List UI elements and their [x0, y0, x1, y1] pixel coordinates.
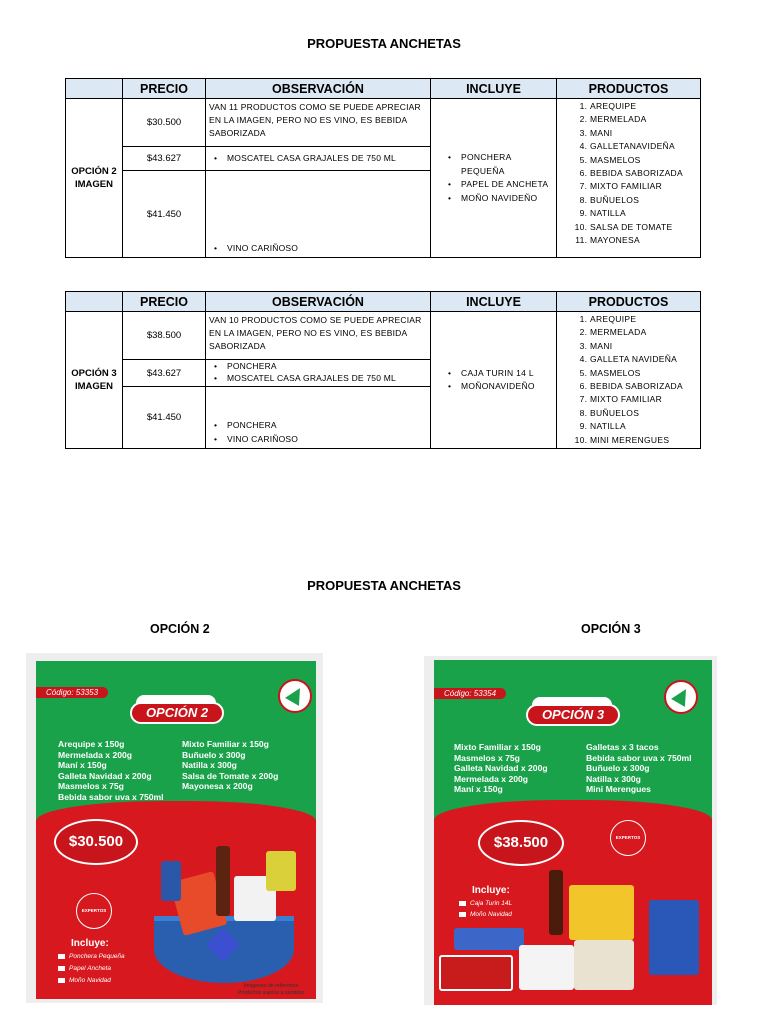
observation-cell: VAN 10 PRODUCTOS COMO SE PUEDE APRECIAR EN LA IMAGEN, PERO NO ES VINO, ES BEBIDA SABORIZADA: [206, 312, 431, 360]
producto-item: 9. NATILLA: [590, 420, 700, 433]
productos-list: [557, 100, 700, 247]
header-observacion: OBSERVACIÓN: [206, 79, 431, 99]
producto-item: 3. MANI: [590, 340, 700, 353]
incluye-title: Incluye:: [472, 885, 510, 896]
option-label: OPCIÓN 2 IMAGEN: [66, 99, 123, 258]
producto-item: 11. MAYONESA: [590, 234, 700, 247]
producto-item: 2. MERMELADA: [590, 113, 700, 126]
price-cell: $43.627: [123, 147, 206, 171]
incluye-cell: [431, 99, 557, 258]
product-code: Código: 53354: [434, 688, 506, 699]
observation-cell: VAN 11 PRODUCTOS COMO SE PUEDE APRECIAR EN LA IMAGEN, PERO NO ES VINO, ES BEBIDA SABORIZADA: [206, 99, 431, 147]
incluye-cell: [431, 312, 557, 449]
brand-logo: [278, 679, 312, 713]
mixto-package-illustration: [569, 885, 634, 940]
corner-cell: [66, 79, 123, 99]
price-badge: $38.500: [478, 820, 564, 866]
producto-item: 6. BEBIDA SABORIZADA: [590, 167, 700, 180]
producto-item: 8. BUÑUELOS: [590, 407, 700, 420]
price-badge: $30.500: [54, 819, 138, 865]
document-title: PROPUESTA ANCHETAS: [307, 36, 461, 51]
producto-item: 5. MASMELOS: [590, 154, 700, 167]
option-label: OPCIÓN 3 IMAGEN: [66, 312, 123, 449]
producto-item: 3. MANI: [590, 127, 700, 140]
header-incluye: INCLUYE: [431, 292, 557, 312]
option-2-heading: OPCIÓN 2: [150, 622, 210, 636]
producto-item: 10. SALSA DE TOMATE: [590, 221, 700, 234]
producto-item: 4. GALLETANAVIDEÑA: [590, 140, 700, 153]
option-pill: OPCIÓN 3: [526, 704, 620, 726]
producto-item: 7. MIXTO FAMILIAR: [590, 393, 700, 406]
header-productos: PRODUCTOS: [557, 79, 701, 99]
observation-cell: • PONCHERA • VINO CARIÑOSO: [206, 387, 431, 449]
producto-item: 10. MINI MERENGUES: [590, 434, 700, 447]
producto-item: 1. AREQUIPE: [590, 313, 700, 326]
producto-item: 2. MERMELADA: [590, 326, 700, 339]
option-3-table: [65, 291, 701, 449]
incluye-list: Ponchera Pequeña Papel Ancheta Moño Navidad: [58, 951, 125, 987]
producto-item: 4. GALLETA NAVIDEÑA: [590, 353, 700, 366]
observation-cell: • PONCHERA • MOSCATEL CASA GRAJALES DE 750 ML: [206, 360, 431, 387]
price-cell: $30.500: [123, 99, 206, 147]
option-2-flyer-image: [26, 653, 323, 1003]
product-code: Código: 53353: [36, 687, 108, 698]
incluye-list: Caja Turin 14L Moño Navidad: [459, 898, 512, 920]
header-precio: PRECIO: [123, 79, 206, 99]
option-2-table: [65, 78, 701, 258]
producto-item: 9. NATILLA: [590, 207, 700, 220]
corner-cell: [66, 292, 123, 312]
producto-item: 5. MASMELOS: [590, 367, 700, 380]
price-cell: $41.450: [123, 171, 206, 258]
incluye-item: • MOÑO NAVIDEÑO: [443, 192, 556, 206]
price-cell: $41.450: [123, 387, 206, 449]
observation-cell: • VINO CARIÑOSO: [206, 171, 431, 258]
reference-note: Imagenes de referencia Productos sujetos a cambios: [237, 983, 305, 996]
incluye-item: • PONCHERA PEQUEÑA: [443, 151, 556, 178]
experts-seal: EXPERTOS: [76, 893, 112, 929]
incluye-item: • MOÑONAVIDEÑO: [443, 380, 556, 394]
header-precio: PRECIO: [123, 292, 206, 312]
header-productos: PRODUCTOS: [557, 292, 701, 312]
producto-item: 7. MIXTO FAMILIAR: [590, 180, 700, 193]
option-3-heading: OPCIÓN 3: [581, 622, 641, 636]
brand-logo: [664, 680, 698, 714]
productos-list: [557, 313, 700, 447]
items-left: Arequipe x 150g Mermelada x 200g Maní x 150g Galleta Navidad x 200g Masmelos x 75g Bebida sabor uva x 750ml: [58, 739, 164, 802]
items-right: Galletas x 3 tacos Bebida sabor uva x 750ml Buñuelo x 300g Natilla x 300g Mini Merengues: [586, 742, 692, 795]
productos-cell: [557, 99, 701, 258]
observation-cell: • MOSCATEL CASA GRAJALES DE 750 ML: [206, 147, 431, 171]
incluye-item: • CAJA TURIN 14 L: [443, 367, 556, 381]
producto-item: 6. BEBIDA SABORIZADA: [590, 380, 700, 393]
items-left: Mixto Familiar x 150g Masmelos x 75g Galleta Navidad x 200g Mermelada x 200g Maní x 150g: [454, 742, 548, 795]
price-cell: $38.500: [123, 312, 206, 360]
incluye-title: Incluye:: [71, 938, 109, 949]
bottle-illustration: [549, 870, 563, 935]
option-3-flyer-image: [424, 656, 717, 1005]
producto-item: 8. BUÑUELOS: [590, 194, 700, 207]
experts-seal: EXPERTOS: [610, 820, 646, 856]
price-cell: $43.627: [123, 360, 206, 387]
section-title: PROPUESTA ANCHETAS: [307, 578, 461, 593]
header-observacion: OBSERVACIÓN: [206, 292, 431, 312]
productos-cell: [557, 312, 701, 449]
producto-item: 1. AREQUIPE: [590, 100, 700, 113]
header-incluye: INCLUYE: [431, 79, 557, 99]
option-pill: OPCIÓN 2: [130, 702, 224, 724]
incluye-item: • PAPEL DE ANCHETA: [443, 178, 556, 192]
items-right: Mixto Familiar x 150g Buñuelo x 300g Natilla x 300g Salsa de Tomate x 200g Mayonesa x 200g: [182, 739, 279, 792]
